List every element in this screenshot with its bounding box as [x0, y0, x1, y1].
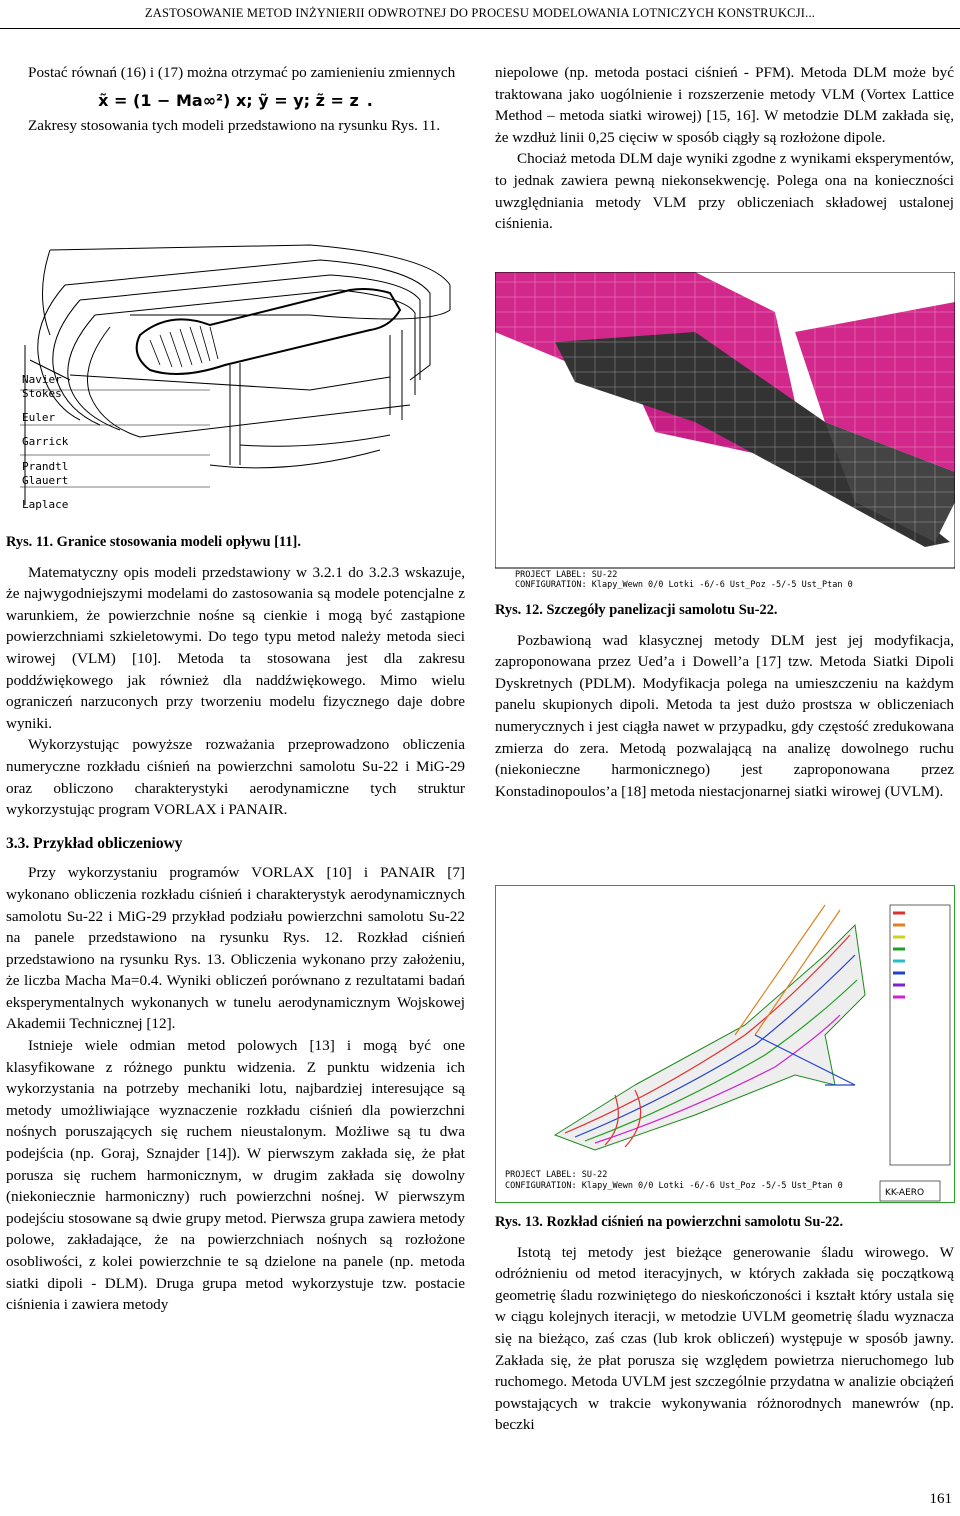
right-paragraph-2: Chociaż metoda DLM daje wyniki zgodne z wynikami eksperymentów, to jednak zawiera pewną niekonsekwencję. Polega ona na konieczności uwzględniania metody VLM przy obliczeniach składowej ustalonej ciśnienia.: [495, 150, 954, 233]
label-euler: Euler: [22, 411, 56, 424]
left-column-top: [6, 62, 465, 137]
figure-13-pressure: [495, 885, 955, 1203]
right-column-bottom: [495, 1212, 954, 1436]
right-column-middle: [495, 600, 954, 802]
label-prandtl: Prandtl: [22, 460, 69, 473]
figure-12-caption: Rys. 12. Szczegóły panelizacji samolotu Su-22.: [495, 602, 778, 618]
right-paragraph-1: niepolowe (np. metoda postaci ciśnień - PFM). Metoda DLM może być traktowana jako uogólnienie i rozszerzenie metody VLM (Vortex Lattice Method – metoda siatki wirowej) [15, 16]. W metodzie DLM zakłada się, że wzdłuż linii 0,25 cięciw w sposób ciągły są rozłożone dipole.: [495, 64, 954, 146]
page-number: 161: [929, 1491, 952, 1507]
fig12-configuration-label: CONFIGURATION: Klapy_Wewn 0/0 Lotki -6/-6 Ust_Poz -5/-5 Ust_Ptan 0: [515, 580, 853, 590]
left-paragraph-2: Zakresy stosowania tych modeli przedstawiono na rysunku Rys. 11.: [28, 117, 441, 135]
fig12-project-label: PROJECT LABEL: SU-22: [515, 570, 618, 580]
section-heading: 3.3. Przykład obliczeniowy: [6, 834, 183, 852]
left-paragraph-3: Matematyczny opis modeli przedstawiony w 3.2.1 do 3.2.3 wskazuje, że najwygodniejszymi modelami do zastosowania są modele potencjalne z warunkiem, że powierzchnie nośne są cienkie i mogą być zastąpione powierzchniami szkieletowymi. Do tego typu metod należy metoda sieci wirowej (VLM) [10]. Metoda ta stosowana jest dla zakresu poddźwiękowego jak również dla naddźwiękowego. Mimo wielu ograniczeń narzuconych przy tworzeniu modelu fizycznego daje dobre wyniki.: [6, 563, 465, 732]
transform-formula: x̃ = (1 − Ma∞²) x; ỹ = y; z̃ = z .: [98, 90, 373, 110]
figure-11-flow-models: [10, 215, 465, 515]
fig13-configuration-label: CONFIGURATION: Klapy_Wewn 0/0 Lotki -6/-6 Ust_Poz -5/-5 Ust_Ptan 0: [505, 1181, 843, 1191]
su22-paneling-image: [495, 272, 955, 590]
left-paragraph-1: Postać równań (16) i (17) można otrzymać po zamienieniu zmiennych: [28, 64, 456, 81]
left-column-bottom: [6, 532, 465, 1316]
left-paragraph-6: Istnieje wiele odmian metod polowych [13] i mogą być one klasyfikowane z różnego punktu widzenia. Z punktu widzenia ich wykorzystania na potrzeby mechaniki lotu, najbardziej interesujące są metody umożliwiające wyznaczenie rozkładu ciśnień dla powierzchni nośnych poruszających się ruchem nieustalonym. Możliwe są tu dwa podejścia (np. Goraj, Sznajder [14]). W pierwszym zakłada się, że płat porusza się ruchem harmonicznym, w drugim zakłada się dowolny (niekoniecznie harmoniczny) ruch powierzchni nośnej. W pierwszym podejściu stosowane są dwie grupy metod. Pierwsza grupa zawiera metody polowe, zakładające, że na powierzchniach nośnych są rozłożone osobliwości, z kolei powierzchnie te są dzielone na panele (np. metoda siatki dipoli - DLM). Druga grupa metod wykorzystuje tzw. postacie ciśnienia i zawiera metody: [6, 1037, 465, 1314]
fig13-badge: KK-AERO: [885, 1188, 925, 1198]
fig13-project-label: PROJECT LABEL: SU-22: [505, 1170, 608, 1180]
label-laplace: Laplace: [22, 498, 69, 511]
right-column-top: [495, 62, 954, 235]
left-paragraph-4: Wykorzystując powyższe rozważania przeprowadzono obliczenia numeryczne rozkładu ciśnień na powierzchni samolotu Su-22 i MiG-29 oraz obliczono charakterystyki aerodynamiczne tych struktur wykorzystując program VORLAX i PANAIR.: [6, 736, 465, 819]
running-header: ZASTOSOWANIE METOD INŻYNIERII ODWROTNEJ DO PROCESU MODELOWANIA LOTNICZYCH KONSTRUKCJI...: [0, 0, 960, 29]
label-stokes: Stokes: [22, 387, 62, 400]
flow-model-boundaries-drawing: [10, 215, 465, 515]
figure-12-paneling: [495, 272, 955, 590]
figure-11-caption: Rys. 11. Granice stosowania modeli opływu [11].: [6, 534, 301, 550]
left-paragraph-5: Przy wykorzystaniu programów VORLAX [10] i PANAIR [7] wykonano obliczenia rozkładu ciśnień i charakterystyk aerodynamicznych samolotu Su-22 i MiG-29 przykład podziału powierzchni samolotu Su-22 na panele przedstawiono na rysunku Rys. 12. Rozkład ciśnień przedstawiono na rysunku Rys. 13. Obliczenia wykonano przy założeniu, że liczba Macha Ma=0.4. Wyniki obliczeń porównano z rezultatami badań eksperymentalnych wykonanych w tunelu aerodynamicznym Wojskowej Akademii Technicznej [12].: [6, 864, 465, 1033]
right-paragraph-3: Pozbawioną wad klasycznej metody DLM jest jej modyfikacja, zaproponowana przez Ued’a i Dowell’a [17] tzw. Metoda Siatki Dipoli Dyskretnych (PDLM). Modyfikacja polega na umieszczeniu na każdym panelu skupionych dipoli. Metoda ta jest dużo prostsza w obliczeniach numerycznych i jest ciągła nawet w przypadku, gdy częstość zredukowana zmierza do zera. Metodą pozwalającą na analizę dowolnego ruchu (niekonieczne harmonicznego) jest zaproponowana przez Konstadinopoulos’a [18] metoda niestacjonarnej siatki wirowej (UVLM).: [495, 631, 954, 800]
formula-text: x̃ = (1 − Ma∞²) x; ỹ = y; z̃ = z: [98, 90, 359, 110]
right-paragraph-4: Istotą tej metody jest bieżące generowanie śladu wirowego. W odróżnieniu od metod iteracyjnych, w których zakłada się początkową geometrię śladu rozwiniętego do nieskończoności i kształt który ustala się w ciągu kolejnych iteracji, w metodzie UVLM geometrię śladu wyznacza się na bieżąco, zaś czas (lub krok obliczeń) występuje w sposób jawny. Zakłada się, że płat porusza się względem powietrza nieruchomego lub ruchomego. Metoda UVLM jest szczególnie przydatna w analizie obciążeń powstających w trakcie wykonywania różnorodnych manewrów (np. beczki: [495, 1243, 954, 1434]
label-glauert: Glauert: [22, 474, 69, 487]
su22-pressure-image: [495, 885, 955, 1203]
figure-13-caption: Rys. 13. Rozkład ciśnień na powierzchni samolotu Su-22.: [495, 1214, 844, 1230]
label-garrick: Garrick: [22, 435, 69, 448]
label-navier: Navier: [22, 373, 62, 386]
